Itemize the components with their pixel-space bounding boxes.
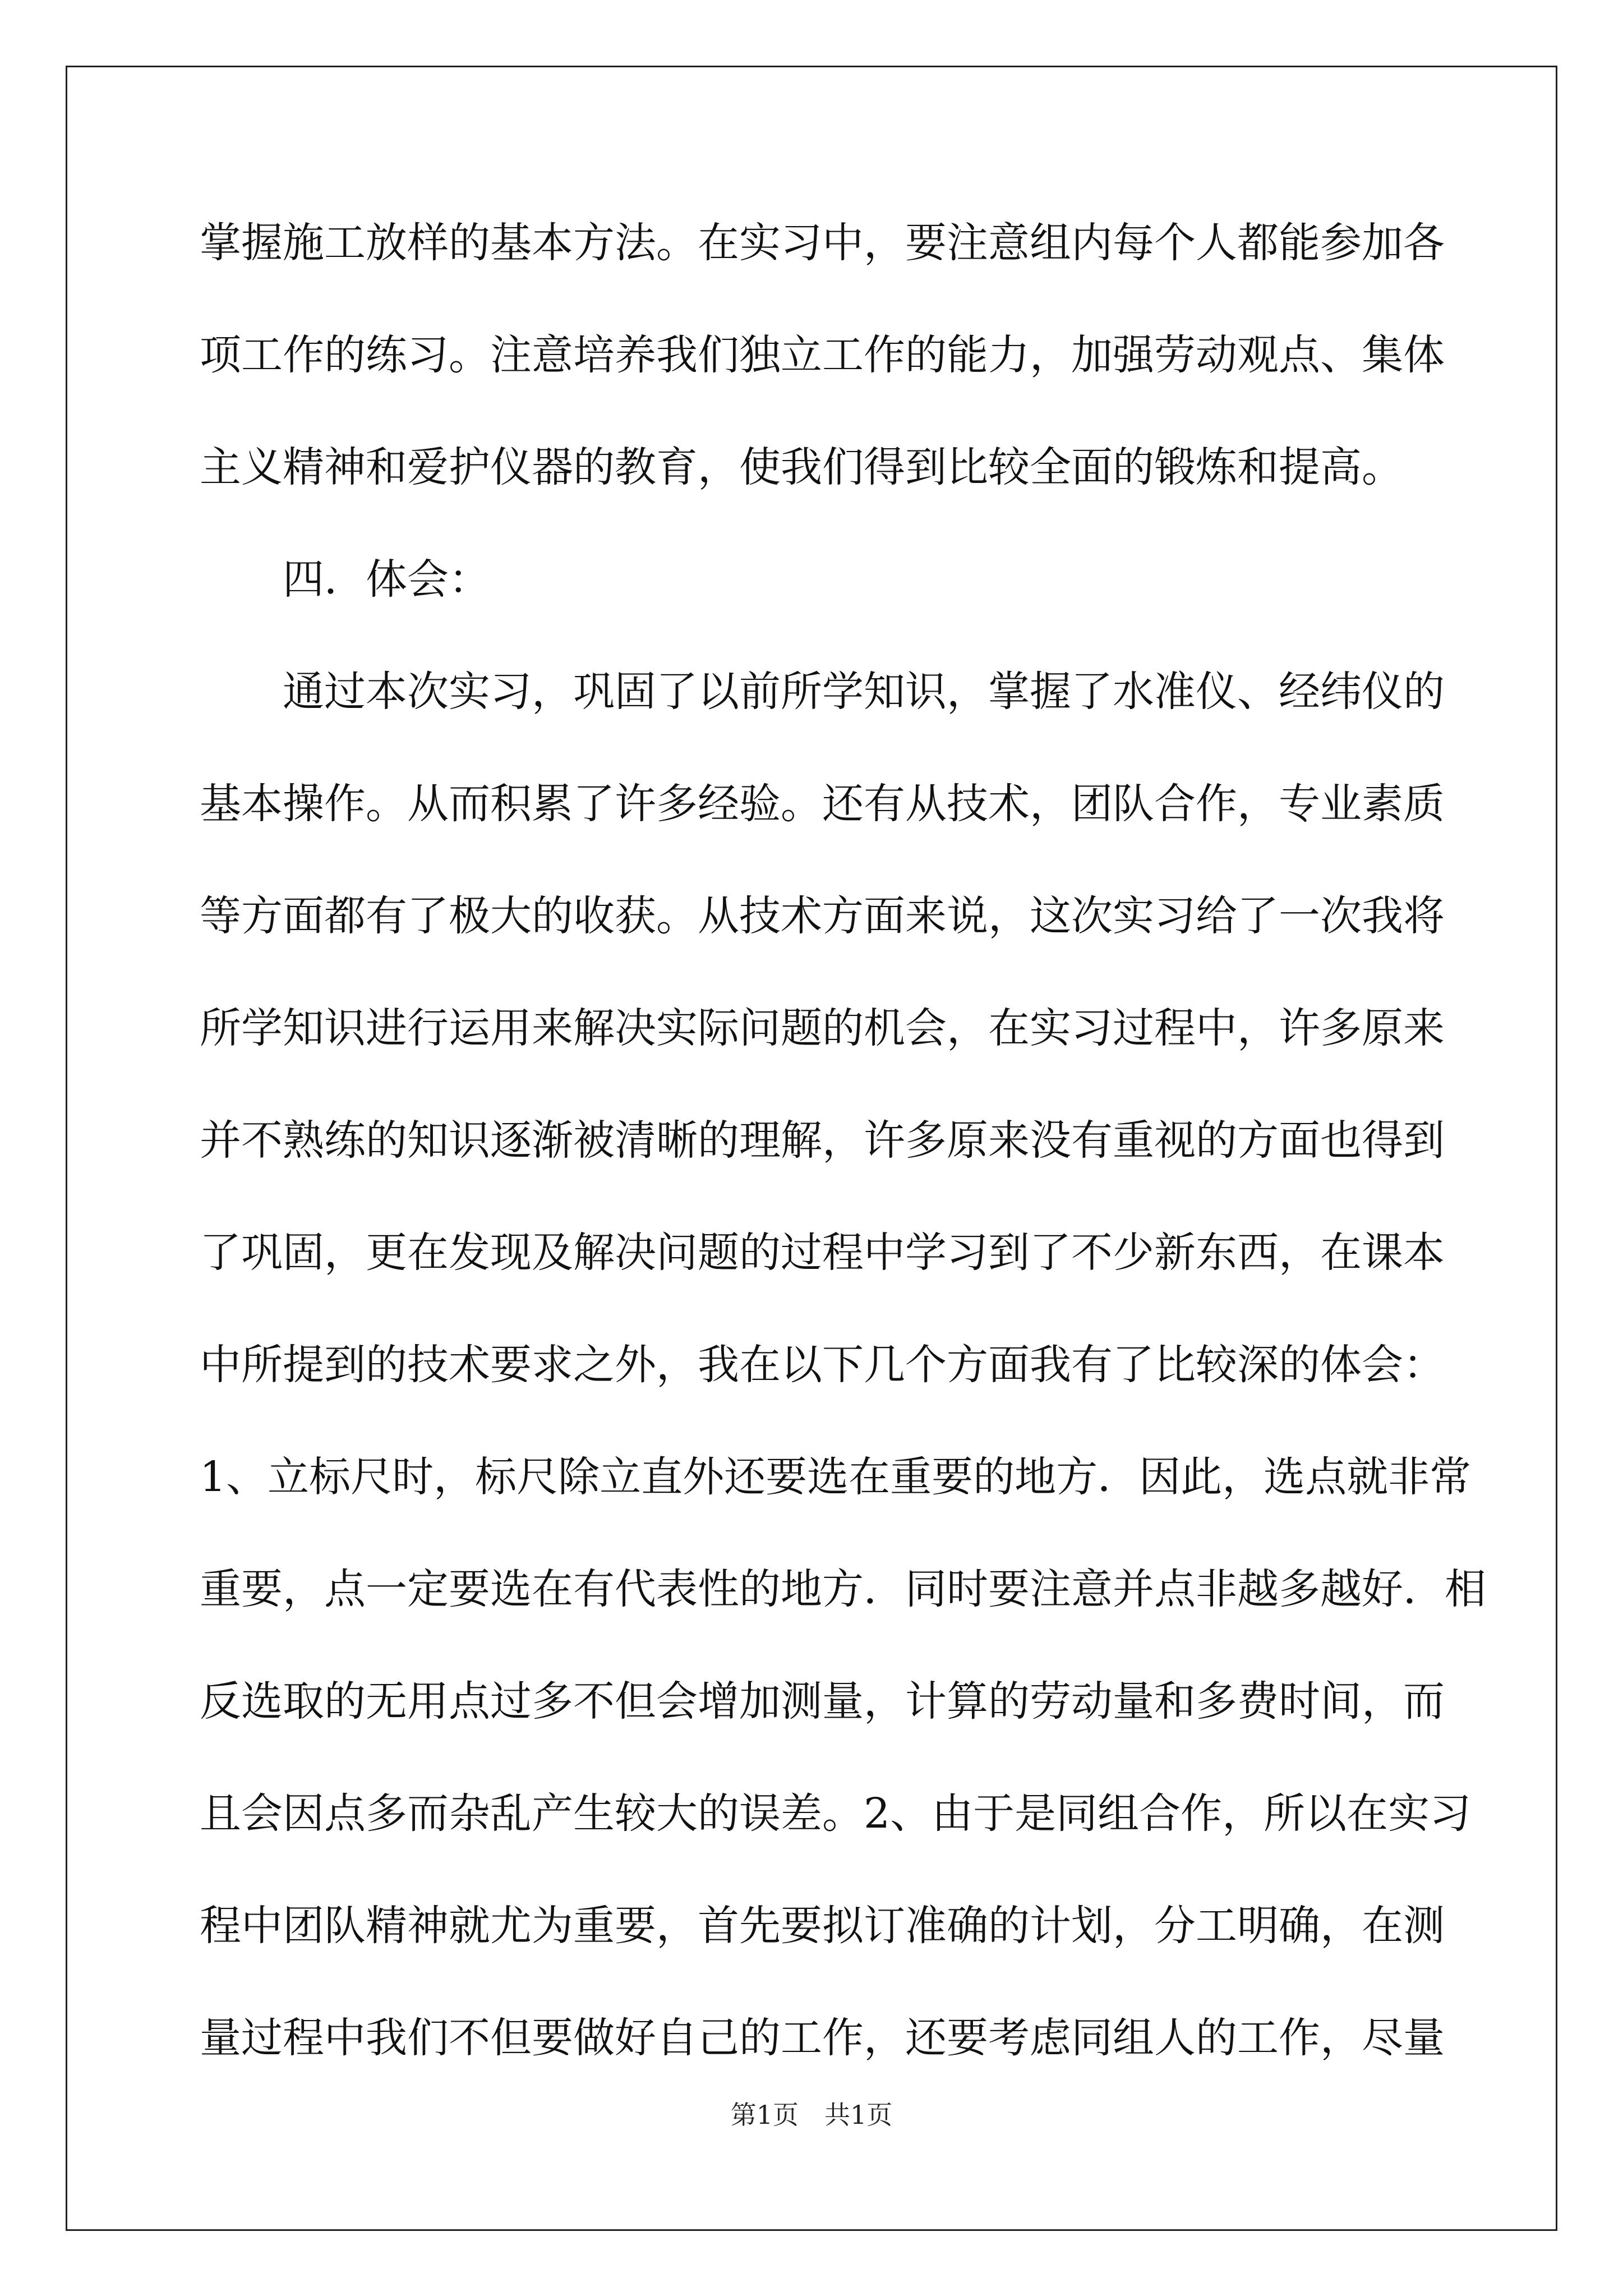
text-line: 所学知识进行运用来解决实际问题的机会，在实习过程中，许多原来	[200, 1004, 1445, 1052]
text-line: 基本操作。从而积累了许多经验。还有从技术，团队合作，专业素质	[200, 780, 1445, 828]
text-line: 并不熟练的知识逐渐被清晰的理解，许多原来没有重视的方面也得到	[200, 1116, 1445, 1165]
page-number-footer: 第1页 共1页	[730, 2100, 893, 2130]
text-line: 重要，点一定要选在有代表性的地方．同时要注意并点非越多越好．相	[200, 1565, 1486, 1613]
text-line: 量过程中我们不但要做好自己的工作，还要考虑同组人的工作，尽量	[200, 2014, 1445, 2062]
text-line: 且会因点多而杂乱产生较大的误差。2、由于是同组合作，所以在实习	[200, 1789, 1472, 1838]
text-line: 项工作的练习。注意培养我们独立工作的能力，加强劳动观点、集体	[200, 331, 1445, 379]
text-line: 了巩固，更在发现及解决问题的过程中学习到了不少新东西，在课本	[200, 1228, 1445, 1277]
text-line: 等方面都有了极大的收获。从技术方面来说，这次实习给了一次我将	[200, 892, 1445, 940]
text-line: 程中团队精神就尤为重要，首先要拟订准确的计划，分工明确，在测	[200, 1902, 1445, 1950]
text-line: 1、立标尺时，标尺除立直外还要选在重要的地方．因此，选点就非常	[200, 1453, 1472, 1501]
text-line: 反选取的无用点过多不但会增加测量，计算的劳动量和多费时间，而	[200, 1677, 1445, 1726]
text-line: 掌握施工放样的基本方法。在实习中，要注意组内每个人都能参加各	[200, 219, 1445, 267]
text-line: 主义精神和爱护仪器的教育，使我们得到比较全面的锻炼和提高。	[200, 443, 1403, 491]
section-heading: 四．体会：	[283, 555, 490, 604]
text-line: 通过本次实习，巩固了以前所学知识，掌握了水准仪、经纬仪的	[283, 668, 1445, 716]
text-line: 中所提到的技术要求之外，我在以下几个方面我有了比较深的体会：	[200, 1341, 1445, 1389]
